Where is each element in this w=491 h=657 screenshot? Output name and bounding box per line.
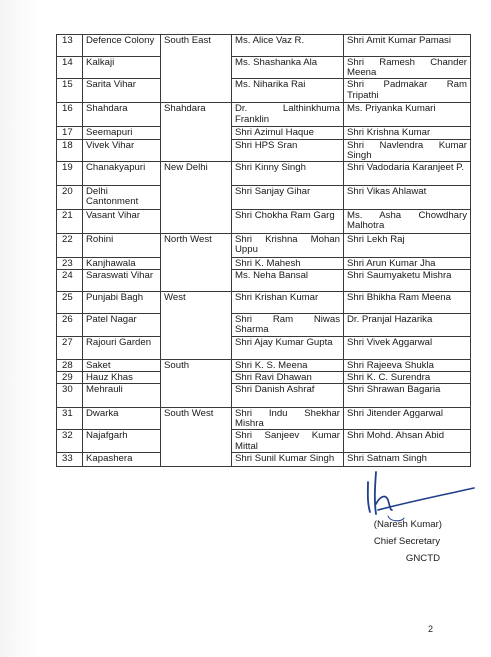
officer-1-cell: Shri Sanjeev Kumar Mittal	[232, 430, 344, 452]
district-cell: Seemapuri	[83, 127, 161, 139]
officer-1-cell: Shri Azimul Haque	[232, 127, 344, 139]
officers-table	[56, 34, 471, 467]
officer-1-cell: Shri Ajay Kumar Gupta	[232, 336, 344, 359]
officer-1-cell: Ms. Alice Vaz R.	[232, 35, 344, 57]
officer-1-cell: Shri Chokha Ram Garg	[232, 210, 344, 234]
serial-number: 33	[57, 452, 83, 466]
district-cell: Punjabi Bagh	[83, 292, 161, 314]
table-row	[57, 139, 471, 161]
officer-2-cell: Shri Satnam Singh	[344, 452, 471, 466]
table-row	[57, 258, 471, 270]
zone-cell	[161, 258, 232, 270]
officer-2-cell: Shri Navlendra Kumar Singh	[344, 139, 471, 161]
scan-edge-shadow	[0, 0, 40, 657]
serial-number: 18	[57, 139, 83, 161]
serial-number: 17	[57, 127, 83, 139]
officer-1-cell: Shri Krishan Kumar	[232, 292, 344, 314]
officer-2-cell: Ms. Priyanka Kumari	[344, 103, 471, 127]
serial-number: 14	[57, 57, 83, 79]
table-row	[57, 186, 471, 210]
officer-2-cell: Shri Bhikha Ram Meena	[344, 292, 471, 314]
district-cell: Defence Colony	[83, 35, 161, 57]
district-cell: Sarita Vihar	[83, 79, 161, 103]
officer-1-cell: Shri K. S. Meena	[232, 359, 344, 371]
district-cell: Chanakyapuri	[83, 162, 161, 186]
officer-1-cell: Shri Ravi Dhawan	[232, 371, 344, 383]
table-row	[57, 79, 471, 103]
officer-2-cell: Shri Krishna Kumar	[344, 127, 471, 139]
zone-cell: North West	[161, 234, 232, 258]
district-cell: Kalkaji	[83, 57, 161, 79]
district-cell: Najafgarh	[83, 430, 161, 452]
serial-number: 22	[57, 234, 83, 258]
page-number: 2	[428, 624, 434, 634]
zone-cell	[161, 452, 232, 466]
officer-2-cell: Shri Vadodaria Karanjeet P.	[344, 162, 471, 186]
officer-2-cell: Shri Saumyaketu Mishra	[344, 270, 471, 292]
serial-number: 24	[57, 270, 83, 292]
zone-cell	[161, 384, 232, 408]
officer-1-cell: Shri Sunil Kumar Singh	[232, 452, 344, 466]
district-cell: Rohini	[83, 234, 161, 258]
table-row	[57, 336, 471, 359]
serial-number: 13	[57, 35, 83, 57]
table-row	[57, 314, 471, 336]
officer-1-cell: Shri HPS Sran	[232, 139, 344, 161]
district-cell: Shahdara	[83, 103, 161, 127]
district-cell: Vasant Vihar	[83, 210, 161, 234]
table-row	[57, 384, 471, 408]
handwritten-signature	[318, 460, 478, 524]
district-cell: Patel Nagar	[83, 314, 161, 336]
serial-number: 16	[57, 103, 83, 127]
table-row	[57, 234, 471, 258]
officer-2-cell: Shri Vikas Ahlawat	[344, 186, 471, 210]
table-row	[57, 359, 471, 371]
district-cell: Dwarka	[83, 408, 161, 430]
zone-cell	[161, 57, 232, 79]
district-cell: Kanjhawala	[83, 258, 161, 270]
officer-2-cell: Shri Amit Kumar Pamasi	[344, 35, 471, 57]
zone-cell: South West	[161, 408, 232, 430]
officer-1-cell: Shri K. Mahesh	[232, 258, 344, 270]
serial-number: 21	[57, 210, 83, 234]
officer-2-cell: Shri Jitender Aggarwal	[344, 408, 471, 430]
serial-number: 25	[57, 292, 83, 314]
officer-1-cell: Ms. Niharika Rai	[232, 79, 344, 103]
officer-1-cell: Shri Sanjay Gihar	[232, 186, 344, 210]
serial-number: 27	[57, 336, 83, 359]
serial-number: 23	[57, 258, 83, 270]
officer-2-cell: Shri Vivek Aggarwal	[344, 336, 471, 359]
officer-2-cell: Ms. Asha Chowdhary Malhotra	[344, 210, 471, 234]
signatory-name: (Naresh Kumar)	[373, 519, 442, 530]
zone-cell: West	[161, 292, 232, 314]
officer-1-cell: Dr. Lalthinkhuma Franklin	[232, 103, 344, 127]
zone-cell	[161, 127, 232, 139]
serial-number: 15	[57, 79, 83, 103]
table-row	[57, 430, 471, 452]
officer-2-cell: Shri Rajeeva Shukla	[344, 359, 471, 371]
officer-2-cell: Dr. Pranjal Hazarika	[344, 314, 471, 336]
officer-1-cell: Ms. Shashanka Ala	[232, 57, 344, 79]
zone-cell: South East	[161, 35, 232, 57]
table-row	[57, 57, 471, 79]
zone-cell	[161, 210, 232, 234]
table-row	[57, 127, 471, 139]
zone-cell	[161, 314, 232, 336]
serial-number: 20	[57, 186, 83, 210]
zone-cell: Shahdara	[161, 103, 232, 127]
zone-cell	[161, 186, 232, 210]
serial-number: 32	[57, 430, 83, 452]
district-cell: Mehrauli	[83, 384, 161, 408]
serial-number: 29	[57, 371, 83, 383]
serial-number: 28	[57, 359, 83, 371]
officer-2-cell: Shri Arun Kumar Jha	[344, 258, 471, 270]
officer-2-cell: Shri K. C. Surendra	[344, 371, 471, 383]
district-cell: Kapashera	[83, 452, 161, 466]
district-cell: Rajouri Garden	[83, 336, 161, 359]
officer-1-cell: Shri Indu Shekhar Mishra	[232, 408, 344, 430]
officer-2-cell: Shri Mohd. Ahsan Abid	[344, 430, 471, 452]
district-cell: Vivek Vihar	[83, 139, 161, 161]
officer-1-cell: Shri Ram Niwas Sharma	[232, 314, 344, 336]
officer-2-cell: Shri Ramesh Chander Meena	[344, 57, 471, 79]
zone-cell	[161, 336, 232, 359]
zone-cell: South	[161, 359, 232, 371]
officer-2-cell: Shri Padmakar Ram Tripathi	[344, 79, 471, 103]
signatory-designation: Chief Secretary	[373, 536, 440, 547]
table-row	[57, 103, 471, 127]
officer-2-cell: Shri Shrawan Bagaria	[344, 384, 471, 408]
officer-1-cell: Shri Kinny Singh	[232, 162, 344, 186]
district-cell: Delhi Cantonment	[83, 186, 161, 210]
officer-2-cell: Shri Lekh Raj	[344, 234, 471, 258]
zone-cell	[161, 139, 232, 161]
officer-1-cell: Ms. Neha Bansal	[232, 270, 344, 292]
table-row	[57, 292, 471, 314]
zone-cell	[161, 371, 232, 383]
zone-cell	[161, 430, 232, 452]
table-row	[57, 408, 471, 430]
zone-cell: New Delhi	[161, 162, 232, 186]
serial-number: 30	[57, 384, 83, 408]
table-row	[57, 35, 471, 57]
zone-cell	[161, 270, 232, 292]
district-cell: Saraswati Vihar	[83, 270, 161, 292]
district-cell: Hauz Khas	[83, 371, 161, 383]
serial-number: 31	[57, 408, 83, 430]
officer-1-cell: Shri Krishna Mohan Uppu	[232, 234, 344, 258]
signatory-department: GNCTD	[405, 553, 440, 564]
table-row	[57, 270, 471, 292]
table-row	[57, 371, 471, 383]
serial-number: 26	[57, 314, 83, 336]
serial-number: 19	[57, 162, 83, 186]
officer-1-cell: Shri Danish Ashraf	[232, 384, 344, 408]
table-row	[57, 210, 471, 234]
table-row	[57, 162, 471, 186]
zone-cell	[161, 79, 232, 103]
district-cell: Saket	[83, 359, 161, 371]
signature-block	[330, 516, 470, 567]
